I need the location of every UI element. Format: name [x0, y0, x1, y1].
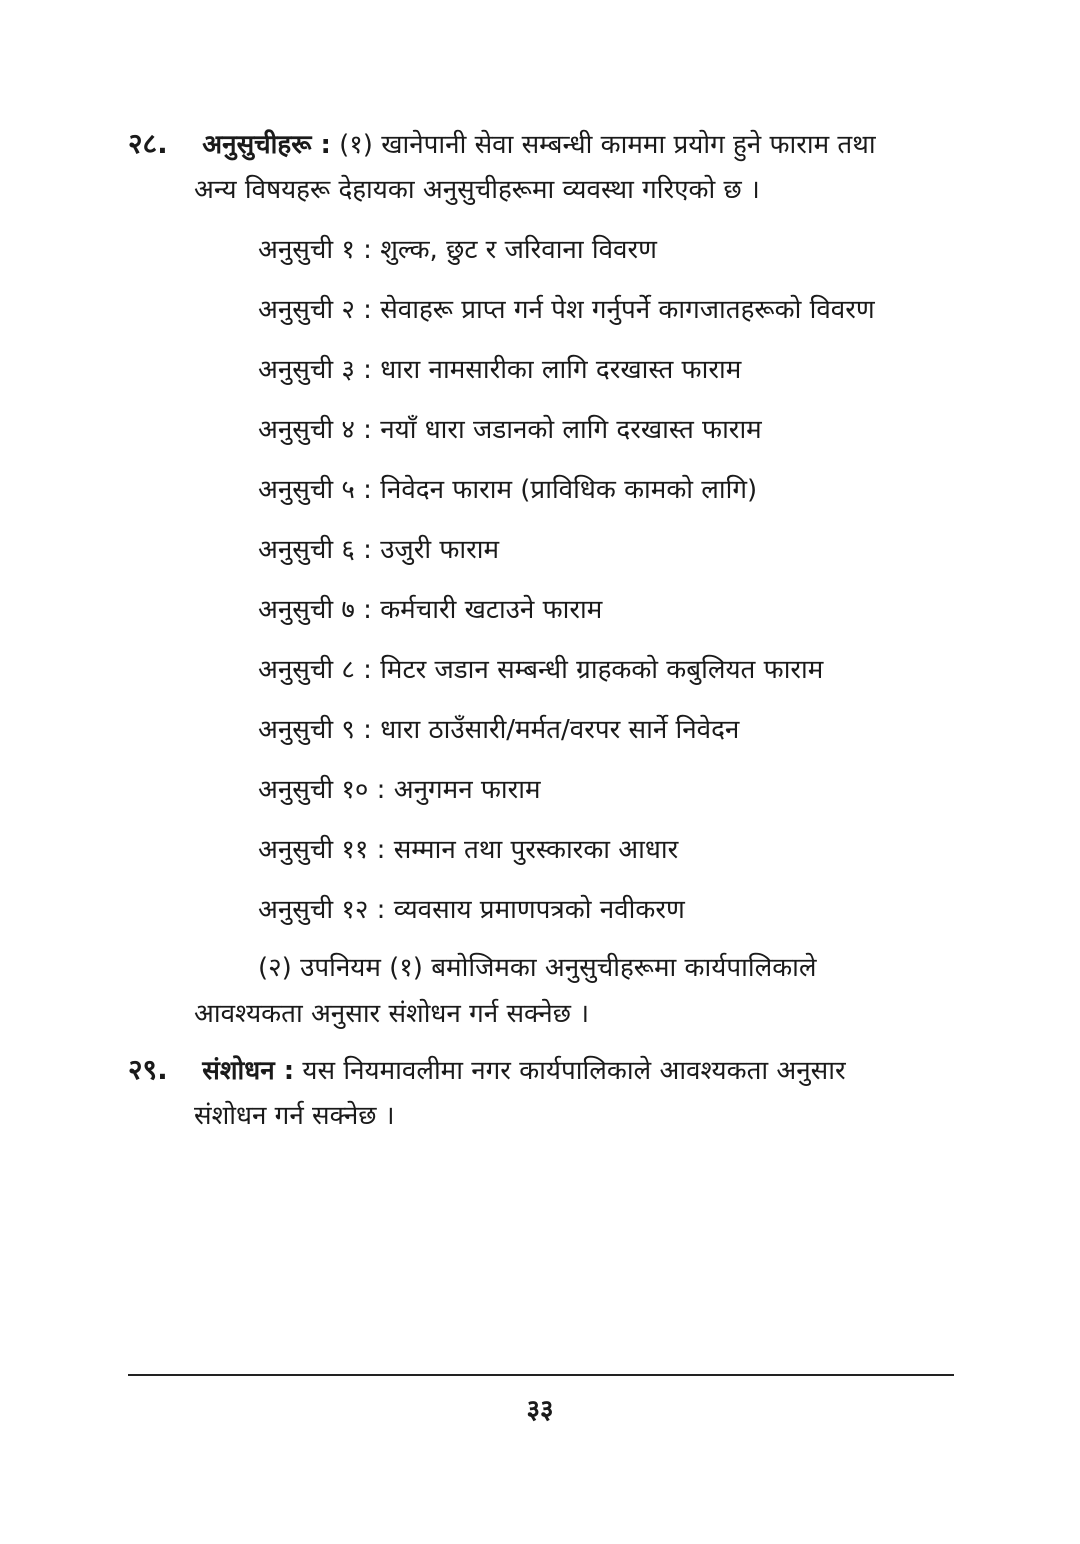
section-29-heading: संशोधन : [202, 1056, 295, 1086]
schedule-item-8: अनुसुची ८ : मिटर जडान सम्बन्धी ग्राहकको कबुलियत फाराम [258, 655, 824, 685]
schedule-item-2: अनुसुची २ : सेवाहरू प्राप्त गर्न पेश गर्नुपर्ने कागजातहरूको विवरण [258, 295, 875, 325]
section-29-first-line [128, 1052, 954, 1089]
section-29-number: २९. [128, 1053, 168, 1086]
section-28-heading: अनुसुचीहरू : [202, 130, 331, 160]
schedule-item-10: अनुसुची १० : अनुगमन फाराम [258, 775, 541, 805]
section-29-line2: संशोधन गर्न सक्नेछ । [194, 1101, 395, 1131]
schedule-item-6: अनुसुची ६ : उजुरी फाराम [258, 535, 500, 565]
page-number: ३३ [526, 1395, 554, 1425]
section-28-intro-line1: (१) खानेपानी सेवा सम्बन्धी काममा प्रयोग हुने फाराम तथा [339, 130, 876, 160]
footer-rule [128, 1374, 954, 1376]
section-28-sub2-line1: (२) उपनियम (१) बमोजिमका अनुसुचीहरूमा कार्यपालिकाले [258, 953, 817, 983]
section-28-first-line [128, 126, 954, 163]
schedule-item-12: अनुसुची १२ : व्यवसाय प्रमाणपत्रको नवीकरण [258, 895, 685, 925]
schedule-item-3: अनुसुची ३ : धारा नामसारीका लागि दरखास्त फाराम [258, 355, 742, 385]
section-29-line1: यस नियमावलीमा नगर कार्यपालिकाले आवश्यकता अनुसार [302, 1056, 846, 1086]
schedule-item-9: अनुसुची ९ : धारा ठाउँसारी/मर्मत/वरपर सार्ने निवेदन [258, 715, 740, 745]
schedule-item-5: अनुसुची ५ : निवेदन फाराम (प्राविधिक कामको लागि) [258, 475, 758, 505]
schedule-item-4: अनुसुची ४ : नयाँ धारा जडानको लागि दरखास्त फाराम [258, 415, 762, 445]
schedule-item-1: अनुसुची १ : शुल्क, छुट र जरिवाना विवरण [258, 235, 657, 265]
section-28-intro-line2: अन्य विषयहरू देहायका अनुसुचीहरूमा व्यवस्था गरिएको छ । [194, 175, 760, 205]
schedule-item-11: अनुसुची ११ : सम्मान तथा पुरस्कारका आधार [258, 835, 679, 865]
schedule-item-7: अनुसुची ७ : कर्मचारी खटाउने फाराम [258, 595, 603, 625]
section-28-sub2-line2: आवश्यकता अनुसार संशोधन गर्न सक्नेछ । [194, 999, 590, 1029]
section-28-number: २८. [128, 127, 168, 160]
